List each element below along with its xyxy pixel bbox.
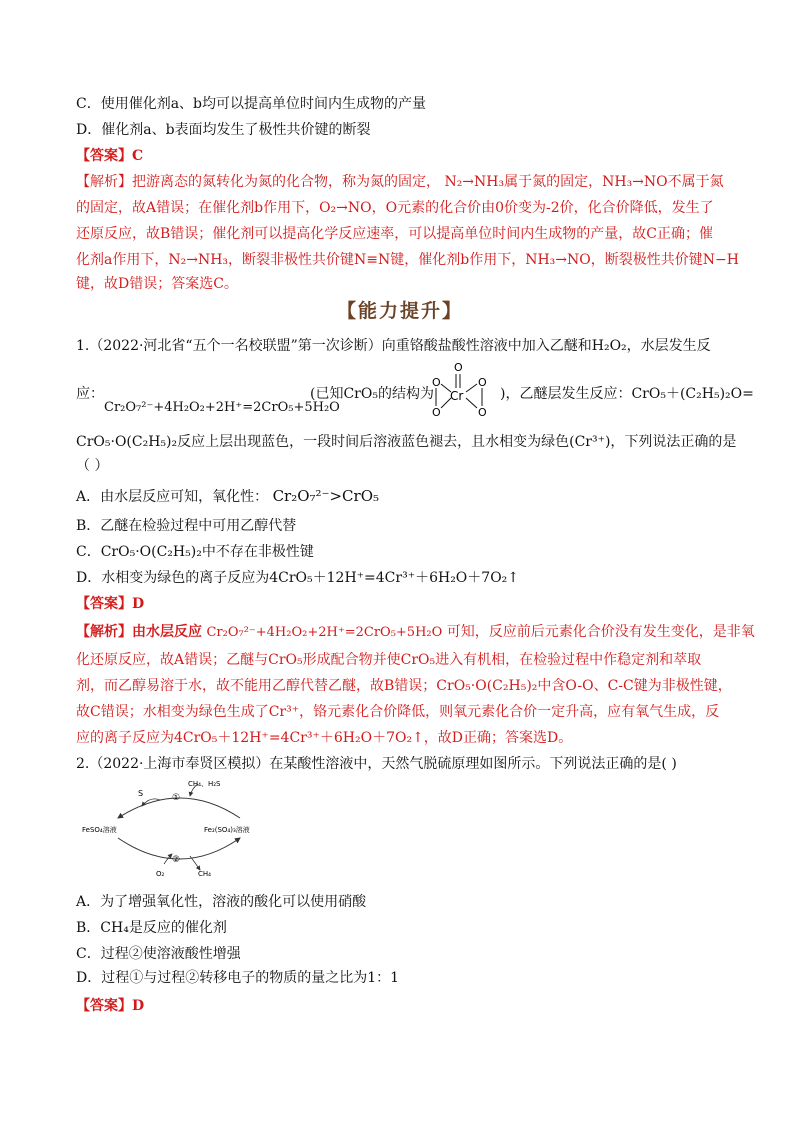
q1-analysis-cont: 可知，反应前后元素化合价没有发生变化，是非氧 — [446, 624, 755, 640]
q1-stem-line-3: CrO₅·O(C₂H₅)₂反应上层出现蓝色，一段时间后溶液蓝色褪去，且水相变为绿色(Cr³⁺)，下列说法正确的是 — [76, 434, 737, 450]
q1-option-a — [76, 484, 736, 509]
q1-analysis-line-3: 剂，而乙醇易溶于水，故不能用乙醇代替乙醚，故B错误；CrO₅·O(C₂H₅)₂中含O-O、C-C键为非极性键， — [76, 678, 732, 694]
prev-analysis-line-5: 键，故D错误；答案选C。 — [76, 276, 238, 292]
prev-analysis-line-2: 的固定，故A错误；在催化剂b作用下，O₂→NO，O元素的化合价由0价变为-2价，化合价降低，发生了 — [76, 200, 714, 216]
q1-option-c: C．CrO₅·O(C₂H₅)₂中不存在非极性键 — [76, 544, 314, 560]
q1-option-a-text: A．由水层反应可知，氧化性： — [76, 489, 269, 505]
structure-cr: Cr — [450, 389, 464, 403]
q1-analysis-line-2: 化还原反应，故A错误；乙醚与CrO₅形成配合物并使CrO₅进入有机相，在检验过程中作稳定剂和萃取 — [76, 652, 702, 668]
q1-answer: 【答案】D — [76, 596, 145, 612]
label-step-1: ① — [172, 793, 181, 803]
q2-answer: 【答案】D — [76, 998, 145, 1014]
structure-o-upper-right: O — [478, 376, 487, 389]
label-ch4: CH₄ — [198, 870, 211, 878]
structure-o-upper-left: O — [432, 376, 441, 389]
desulfurization-diagram — [80, 776, 300, 882]
prev-analysis-line-3: 还原反应，故B错误；催化剂可以提高化学反应速率，可以提高单位时间内生成物的产量，故C正确；催 — [76, 226, 713, 242]
q1-option-b: B．乙醚在检验过程中可用乙醇代替 — [76, 518, 297, 534]
q1-answer-blank: （ ） — [76, 458, 109, 474]
prev-answer: 【答案】C — [76, 148, 144, 164]
prev-analysis-line-1: 【解析】把游离态的氮转化为氮的化合物，称为氮的固定， N₂→NH₃属于氮的固定，NH₃→NO不属于氮 — [76, 174, 724, 190]
q1-option-a-formula: Cr₂O₇²⁻>CrO₅ — [272, 487, 380, 505]
q1-stem-line-1: 1.（2022·河北省“五个一名校联盟”第一次诊断）向重铬酸盐酸性溶液中加入乙醚和H₂O₂，水层发生反 — [76, 338, 711, 354]
q1-analysis-formula: Cr₂O₇²⁻+4H₂O₂+2H⁺=2CrO₅+5H₂O — [206, 625, 443, 640]
cro5-structure — [426, 358, 498, 420]
q1-structure-note: (已知CrO₅的结构为 — [310, 386, 434, 402]
prev-option-d: D．催化剂a、b表面均发生了极性共价键的断裂 — [76, 122, 371, 138]
q1-stem-prefix: 应： — [76, 386, 104, 402]
q2-option-a: A．为了增强氧化性，溶液的酸化可以使用硝酸 — [76, 894, 367, 910]
label-feso4: FeSO₄溶液 — [82, 826, 117, 834]
label-step-2: ② — [172, 855, 181, 865]
prev-option-c: C．使用催化剂a、b均可以提高单位时间内生成物的产量 — [76, 96, 427, 112]
q1-option-d: D．水相变为绿色的离子反应为4CrO₅＋12H⁺=4Cr³⁺＋6H₂O＋7O₂↑ — [76, 570, 520, 586]
label-o2: O₂ — [156, 870, 165, 878]
q1-analysis-line-4: 故C错误；水相变为绿色生成了Cr³⁺，铬元素化合价降低，则氧元素化合价一定升高，应有氧气生成，反 — [76, 704, 720, 720]
structure-o-lower-right: O — [478, 406, 487, 419]
label-fe2so43: Fe₂(SO₄)₃溶液 — [204, 826, 250, 834]
q1-analysis-intro: 【解析】由水层反应 — [76, 624, 202, 640]
q1-analysis-line-1 — [76, 620, 755, 645]
section-title: 【能力提升】 — [336, 300, 463, 322]
label-s: S — [138, 789, 144, 798]
q2-option-d: D．过程①与过程②转移电子的物质的量之比为1：1 — [76, 970, 400, 986]
q2-stem: 2.（2022·上海市奉贤区模拟）在某酸性溶液中，天然气脱硫原理如图所示。下列说法正确的是( ) — [76, 756, 677, 772]
q1-analysis-line-5: 应的离子反应为4CrO₅＋12H⁺=4Cr³⁺＋6H₂O＋7O₂↑，故D正确；答案选D。 — [76, 730, 573, 746]
structure-o-lower-left: O — [432, 406, 441, 419]
structure-o-top: O — [454, 361, 463, 374]
q1-reaction: Cr₂O₇²⁻+4H₂O₂+2H⁺=2CrO₅+5H₂O — [104, 400, 340, 415]
q2-option-b: B．CH₄是反应的催化剂 — [76, 920, 227, 936]
label-ch4-h2s: CH₄、H₂S — [188, 780, 221, 788]
q1-ether-reaction: )，乙醚层发生反应：CrO₅＋(C₂H₅)₂O= — [500, 386, 754, 402]
prev-analysis-line-4: 化剂a作用下，N₂→NH₃，断裂非极性共价键N≡N键，催化剂b作用下，NH₃→NO，断裂极性共价键N−H — [76, 252, 739, 268]
q2-option-c: C．过程②使溶液酸性增强 — [76, 946, 241, 962]
